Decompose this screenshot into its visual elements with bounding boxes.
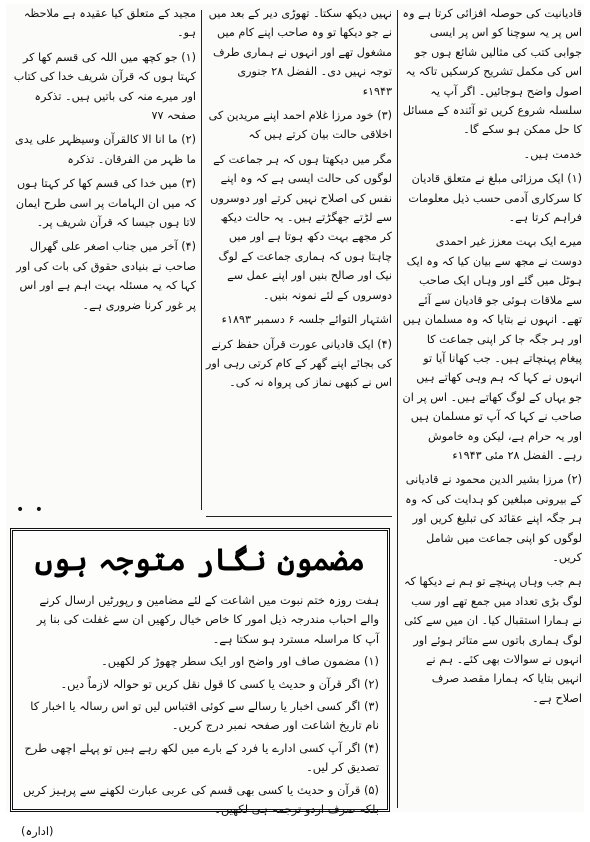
article-paragraph: نہیں دیکھ سکتا۔ تھوڑی دیر کے بعد میں نے جو دیکھا تو وہ صاحب اپنے کام میں مشغول تھے اور انہوں نے ہماری طرف توجہ نہیں دی۔ الفضل ۲۸ جنوری ۱۹۴۳ء xyxy=(208,7,392,98)
article-paragraph: (۳) خود مرزا غلام احمد اپنے مریدین کی اخلاقی حالت بیان کرتے ہیں کہ xyxy=(208,109,392,142)
article-paragraph: خدمت ہیں۔ xyxy=(523,147,582,161)
notice-box xyxy=(10,528,390,839)
article-paragraph: (۱) جو کچھ میں اللہ کی قسم کھا کر کہتا ہوں کہ قرآن شریف خدا کی کتاب اور میرے منہ کی باتیں ہیں۔ تذکرہ صفحہ ۷۷ xyxy=(13,50,196,123)
notice-paragraph: ہفت روزہ ختم نبوت میں اشاعت کے لئے مضامین و رپورٹیں ارسال کرنے والے احباب مندرجہ ذیل امور کا خاص خیال رکھیں ان سے غفلت کی بنا پر آپ کا مراسلہ مسترد ہو سکتا ہے۔ xyxy=(36,593,379,646)
section-divider xyxy=(206,516,392,517)
article-paragraph: مگر میں دیکھتا ہوں کہ ہر جماعت کے لوگوں کی حالت ایسی ہے کہ وہ اپنے نفس کی اصلاح نہیں کرتے اور دوسروں سے لڑتے جھگڑتے ہیں۔ یہ حالت دیکھ کر مجھے بہت دکھ ہوتا ہے اور میں چاہتا ہوں کہ ہماری جماعت کے لوگ نیک اور صالح بنیں اور اپنے عمل سے دوسروں کے لئے نمونہ بنیں۔ xyxy=(210,152,392,302)
article-paragraph: قادیانیت کی حوصلہ افزائی کرتا ہے وہ اس پر یہ سوچنا کو اس پر ایسی جوابی کتب کی مثالیں شائع ہوں جو اس کی مکمل تشریح کرسکیں تاکہ یہ اصول واضح ہوجائیں۔ اگر آپ یہ سلسلہ شروع کریں تو آئندہ کے مسائل کا حل ممکن ہو سکے گا۔ xyxy=(402,7,582,137)
article-paragraph: مجید کے متعلق کیا عقیدہ ہے ملاحظہ ہو۔ xyxy=(23,7,196,40)
notice-signature: (ادارہ) xyxy=(21,824,54,839)
article-paragraph: ہم جب وہاں پہنچے تو ہم نے دیکھا کہ لوگ بڑی تعداد میں جمع تھے اور سب نے ہمارا استقبال کیا۔ ان میں سے کئی لوگ ہماری باتوں سے متاثر ہوئے اور انہوں نے سوالات بھی کئے۔ ہم نے انہیں بتایا کہ ہمارا مقصد صرف اصلاح ہے۔ xyxy=(403,575,582,705)
notice-body xyxy=(21,591,379,839)
article-paragraph: (۴) آخر میں جناب اصغر علی گھرال صاحب نے بنیادی حقوق کی بات کی اور کہا کہ یہ مسئلہ بہت اہم ہے اور اس پر غور کرنا ضروری ہے۔ xyxy=(16,240,196,312)
article-paragraph: میرے ایک بہت معزز غیر احمدی دوست نے مجھ سے بیان کیا کہ وہ ایک ہوٹل میں گئے اور وہاں ایک صاحب سے ملاقات ہوئی جو قادیان سے آئے تھے۔ انہوں نے بتایا کہ وہ مسلمان ہیں اور ہر جگہ جا کر اپنی جماعت کا پیغام پہنچاتے ہیں۔ جب کھانا آیا تو انہوں نے کہا کہ ہم وہی کھاتے ہیں جو یہاں کے لوگ کھاتے ہیں۔ اس پر ان صاحب نے کہا کہ آپ تو مسلمان ہیں اور یہ حرام ہے، لیکن وہ خاموش رہے۔ الفضل ۲۸ مئی ۱۹۴۳ء xyxy=(402,235,582,462)
article-paragraph: (۱) ایک مرزائی مبلغ نے متعلق قادیان کا سرکاری آدمی حسب ذیل معلومات فراہم کرتا ہے۔ xyxy=(408,172,582,225)
article-paragraph: اشتہار التوائے جلسہ ۶ دسمبر ۱۸۹۳ء xyxy=(221,313,392,327)
notice-paragraph: (۵) قرآن و حدیث یا کسی بھی قسم کی عربی عبارت لکھنے سے پرہیز کریں بلکہ صرف اردو ترجمہ ہی لکھیں۔ xyxy=(22,782,379,817)
right-column xyxy=(402,4,582,809)
notice-paragraph: (۲) اگر قرآن و حدیث یا کسی کا قول نقل کریں تو حوالہ لازماً دیں۔ xyxy=(60,676,379,691)
notice-paragraph: (۳) اگر کسی اخبار یا رسالے سے کوئی اقتباس لیں تو اس رسالہ یا اخبار کا نام تاریخ اشاعت اور صفحہ نمبر درج کریں۔ xyxy=(30,699,379,733)
article-paragraph: (۳) میں خدا کی قسم کھا کر کہتا ہوں کہ میں ان الہامات پر اسی طرح ایمان لاتا ہوں جیسا کہ قرآن شریف پر۔ xyxy=(15,177,196,230)
notice-paragraph: (۱) مضمون صاف اور واضح اور ایک سطر چھوڑ کر لکھیں۔ xyxy=(101,654,379,669)
left-column xyxy=(8,4,196,516)
notice-title: مضمون نگار متوجہ ہوں xyxy=(34,543,366,578)
newspaper-page xyxy=(6,4,584,839)
column-divider xyxy=(397,10,398,808)
article-paragraph: (۴) ایک قادیانی عورت قرآن حفظ کرنے کی بجائے اپنے گھر کے کام کرتی رہی اور اس نے کبھی نماز کی پرواہ نہ کی۔ xyxy=(206,337,392,390)
end-of-article-marker: • • xyxy=(16,502,46,518)
middle-column xyxy=(206,4,392,544)
article-paragraph: (۲) ما انا الا کالقرآن وسیظہر علی یدی ما ظہر من الفرقان۔ تذکرہ xyxy=(15,133,196,166)
article-paragraph: (۲) مرزا بشیر الدین محمود نے قادیانی کے بیرونی مبلغین کو ہدایت کی کہ وہ ہر جگہ اپنے عقائد کی تبلیغ کریں اور لوگوں کو اپنی جماعت میں شامل کریں۔ xyxy=(405,473,582,564)
column-divider xyxy=(201,10,202,510)
notice-paragraph: (۴) اگر آپ کسی ادارے یا فرد کے بارے میں لکھ رہے ہیں تو پہلے اچھی طرح تصدیق کر لیں۔ xyxy=(24,740,379,775)
